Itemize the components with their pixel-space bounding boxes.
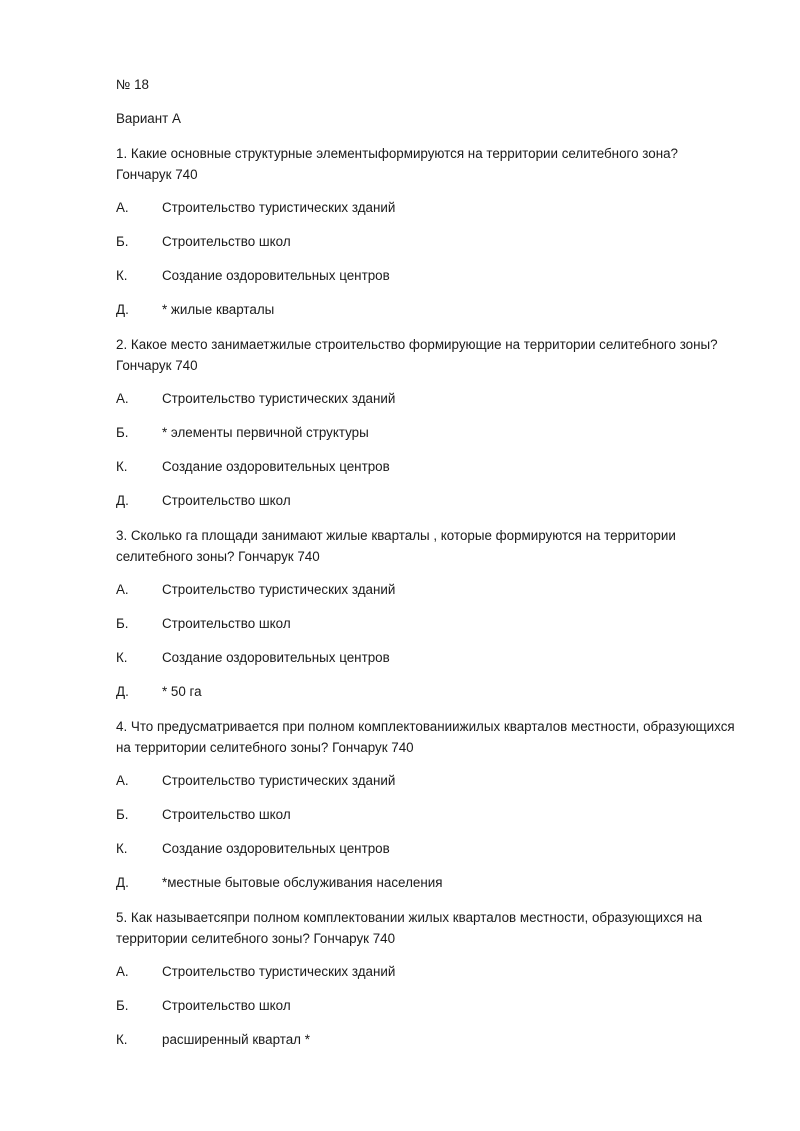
question-text bbox=[116, 525, 756, 567]
answer-option bbox=[116, 580, 756, 599]
answer-option bbox=[116, 614, 756, 633]
answer-option bbox=[116, 1030, 756, 1049]
option-text: Строительство туристических зданий bbox=[162, 200, 396, 215]
question-line: на территории селитебного зоны? Гончарук 740 bbox=[116, 740, 414, 755]
document-page bbox=[116, 75, 756, 1064]
option-letter: К. bbox=[116, 1032, 128, 1047]
option-text: Строительство туристических зданий bbox=[162, 582, 396, 597]
option-text: Создание оздоровительных центров bbox=[162, 841, 390, 856]
option-letter: Д. bbox=[116, 302, 129, 317]
question-text bbox=[116, 716, 756, 758]
option-letter: А. bbox=[116, 964, 129, 979]
option-letter: Б. bbox=[116, 234, 129, 249]
option-letter: Д. bbox=[116, 684, 129, 699]
option-letter: А. bbox=[116, 391, 129, 406]
document-number: № 18 bbox=[116, 77, 149, 92]
answer-option bbox=[116, 232, 756, 251]
option-letter: Д. bbox=[116, 493, 129, 508]
option-letter: К. bbox=[116, 841, 128, 856]
answer-option bbox=[116, 648, 756, 667]
option-text: Строительство туристических зданий bbox=[162, 773, 396, 788]
answer-option bbox=[116, 423, 756, 442]
answer-option bbox=[116, 805, 756, 824]
option-letter: Б. bbox=[116, 998, 129, 1013]
answer-option bbox=[116, 300, 756, 319]
question-list bbox=[116, 143, 756, 1049]
option-text: * жилые кварталы bbox=[162, 302, 275, 317]
answer-option bbox=[116, 198, 756, 217]
question-line: 1. Какие основные структурные элементыформируются на территории селитебного зона? bbox=[116, 146, 678, 161]
question-line: территории селитебного зоны? Гончарук 740 bbox=[116, 931, 396, 946]
question-line: 3. Сколько га площади занимают жилые кварталы , которые формируются на территории bbox=[116, 528, 676, 543]
question-text bbox=[116, 907, 756, 949]
option-text: Строительство школ bbox=[162, 234, 291, 249]
answer-option bbox=[116, 962, 756, 981]
question-text bbox=[116, 334, 756, 376]
option-text: Строительство туристических зданий bbox=[162, 964, 396, 979]
answer-option bbox=[116, 491, 756, 510]
option-text: * элементы первичной структуры bbox=[162, 425, 369, 440]
answer-option bbox=[116, 457, 756, 476]
option-letter: Б. bbox=[116, 425, 129, 440]
option-letter: А. bbox=[116, 582, 129, 597]
question-line: Гончарук 740 bbox=[116, 167, 198, 182]
question-line: 4. Что предусматривается при полном комплектованиижилых кварталов местности, образующихся bbox=[116, 719, 735, 734]
option-text: Строительство туристических зданий bbox=[162, 391, 396, 406]
answer-option bbox=[116, 389, 756, 408]
option-text: расширенный квартал * bbox=[162, 1032, 310, 1047]
question-line: 5. Как называетсяпри полном комплектовании жилых кварталов местности, образующихся на bbox=[116, 910, 703, 925]
option-letter: К. bbox=[116, 459, 128, 474]
option-text: Строительство школ bbox=[162, 616, 291, 631]
question-line: 2. Какое место занимаетжилые строительство формирующие на территории селитебного зоны? bbox=[116, 337, 718, 352]
option-letter: А. bbox=[116, 200, 129, 215]
option-letter: К. bbox=[116, 650, 128, 665]
option-text: Создание оздоровительных центров bbox=[162, 268, 390, 283]
option-letter: А. bbox=[116, 773, 129, 788]
question-line: селитебного зоны? Гончарук 740 bbox=[116, 549, 320, 564]
option-letter: Д. bbox=[116, 875, 129, 890]
answer-option bbox=[116, 266, 756, 285]
question-line: Гончарук 740 bbox=[116, 358, 198, 373]
answer-option bbox=[116, 873, 756, 892]
answer-option bbox=[116, 682, 756, 701]
option-text: *местные бытовые обслуживания населения bbox=[162, 875, 443, 890]
variant-label: Вариант А bbox=[116, 111, 181, 126]
answer-option bbox=[116, 996, 756, 1015]
option-letter: Б. bbox=[116, 616, 129, 631]
option-text: Создание оздоровительных центров bbox=[162, 650, 390, 665]
question-text bbox=[116, 143, 756, 185]
option-letter: Б. bbox=[116, 807, 129, 822]
option-text: Строительство школ bbox=[162, 807, 291, 822]
option-text: * 50 га bbox=[162, 684, 202, 699]
option-text: Строительство школ bbox=[162, 493, 291, 508]
option-letter: К. bbox=[116, 268, 128, 283]
option-text: Строительство школ bbox=[162, 998, 291, 1013]
answer-option bbox=[116, 771, 756, 790]
option-text: Создание оздоровительных центров bbox=[162, 459, 390, 474]
answer-option bbox=[116, 839, 756, 858]
